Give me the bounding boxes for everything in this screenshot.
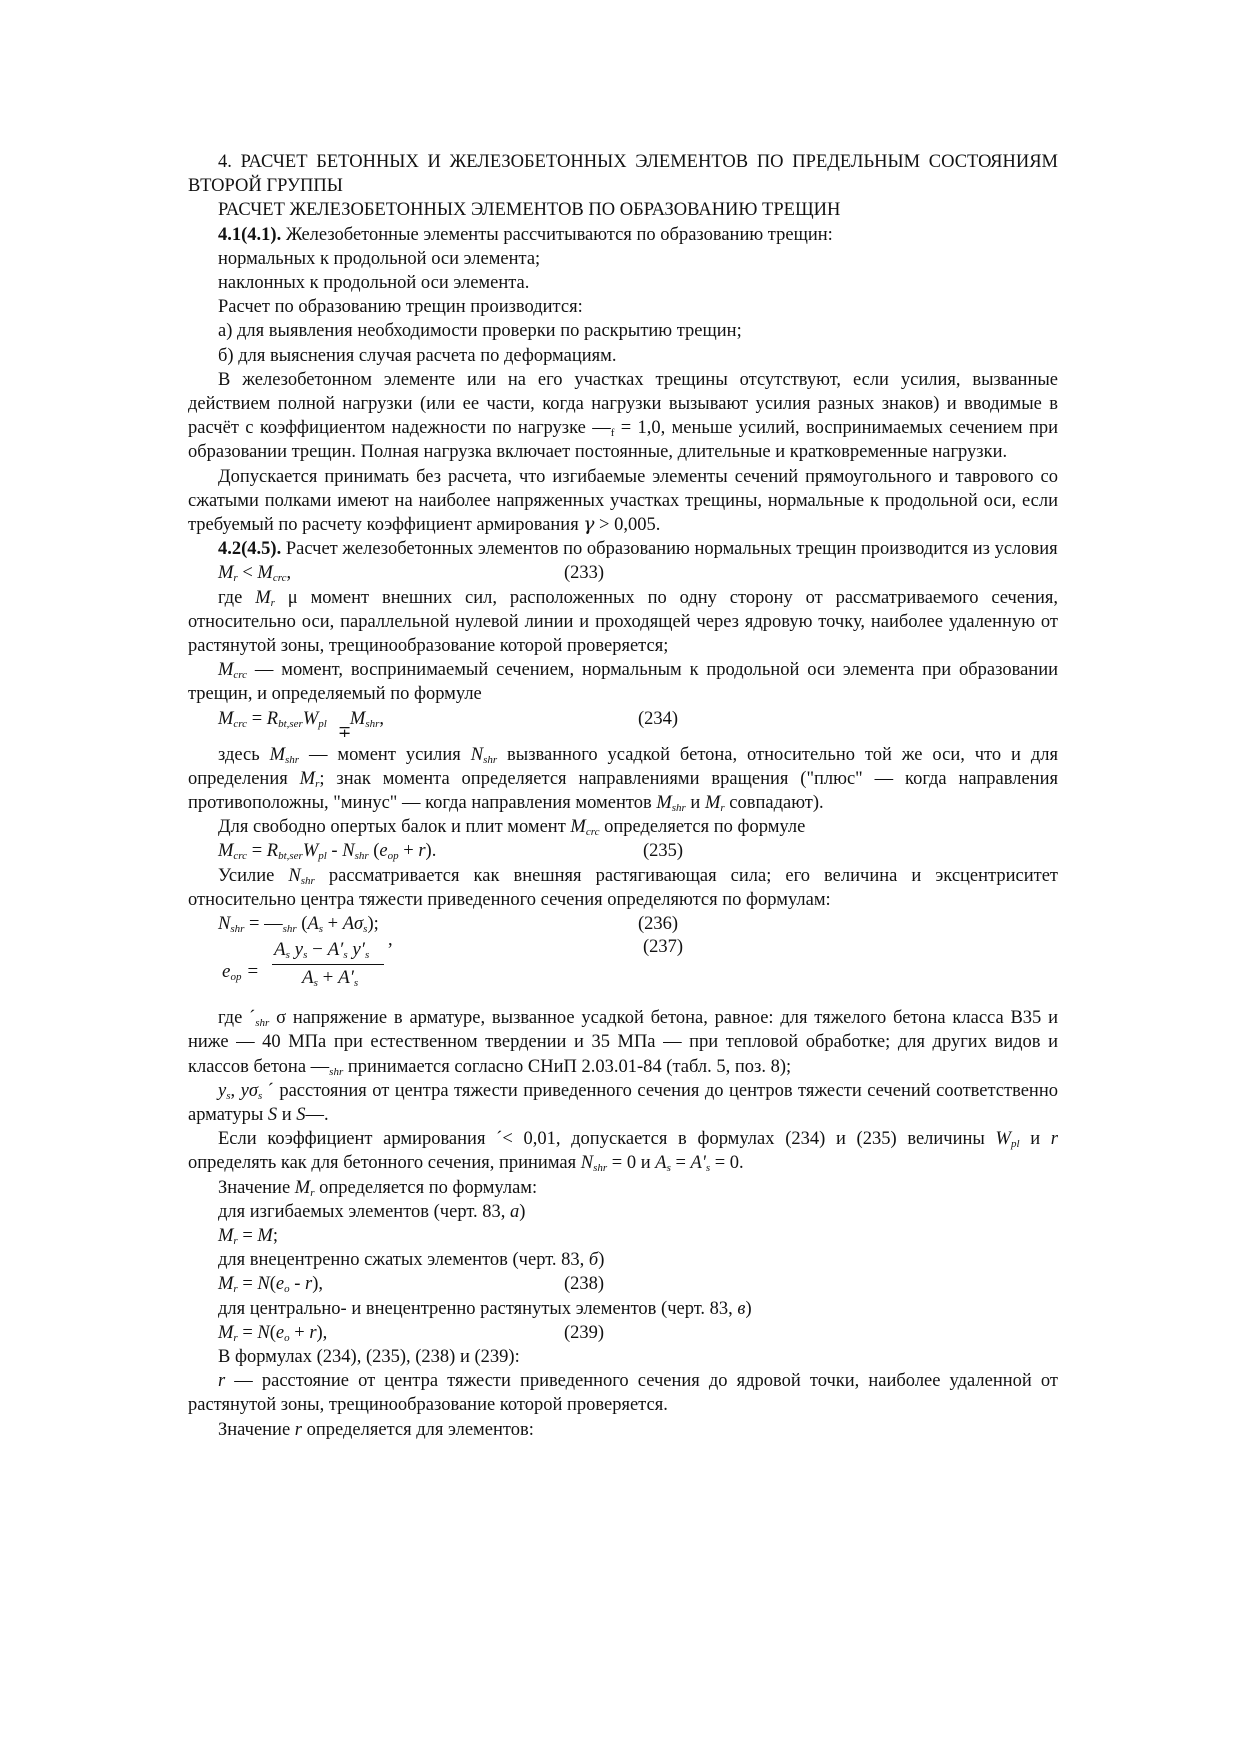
equation-number: (236) xyxy=(638,914,679,935)
list-item: а) для выявления необходимости проверки по раскрытию трещин; xyxy=(218,321,742,342)
minus-plus-sign: ∓ xyxy=(338,723,352,741)
equation-number: (233) xyxy=(564,563,605,584)
paragraph: для центрально- и внецентренно растянутых элементов (черт. 83, в) xyxy=(218,1298,752,1319)
paragraph: Усилие $N_{shr}$ рассматривается как внешняя растягивающая сила; его величина и эксцентриситет относительно центра тяжести приведенного сечения определяются по формулам: xyxy=(188,865,1058,910)
paragraph: для внецентренно сжатых элементов (черт. 83, б) xyxy=(218,1250,605,1271)
paragraph: $y_s$, $y\sigma_s$ ´ расстояния от центра тяжести приведенного сечения до центров тяжести сечений соответственно арматуры S и S—. xyxy=(188,1080,1058,1126)
clause-number: 4.2(4.5). xyxy=(218,539,282,560)
equation-234: $M_{crc} = R_{bt,ser}W_{pl}$ ∓ $M_{shr}$, (234) xyxy=(188,707,1058,743)
paragraph: где $´_{shr}$ σ напряжение в арматуре, вызванное усадкой бетона, равное: для тяжелого бетона класса В35 и ниже — 40 МПа при естественном твердении и 35 МПа — при тепловой обработке; для других видов и классов бетона $—_{shr}$ принимается согласно СНиП 2.03.01-84 (табл. 5, поз. 8); xyxy=(188,1008,1058,1078)
paragraph: В формулах (234), (235), (238) и (239): xyxy=(218,1347,520,1368)
paragraph: Если коэффициент армирования ´< 0,01, допускается в формулах (234) и (235) величины $W_{pl}$ и r определять как для бетонного сечения, принимая $N_{shr} = 0$ и $A_s = A'_s = 0$. xyxy=(188,1129,1058,1175)
clause-number: 4.1(4.1). xyxy=(218,224,282,245)
equation-235: $M_{crc} = R_{bt,ser}W_{pl} - N_{shr}$ $(e_{op} + r)$. (235) xyxy=(218,841,684,863)
fraction-numerator: $A_s$ $y_s - A'_s$ $y'_s$ xyxy=(274,939,370,962)
fraction-denominator: $A_s + A'_s$ xyxy=(302,967,359,990)
subsection-heading: РАСЧЕТ ЖЕЛЕЗОБЕТОННЫХ ЭЛЕМЕНТОВ ПО ОБРАЗОВАНИЮ ТРЕЩИН xyxy=(218,200,841,221)
clause-4-2-intro: 4.2(4.5). Расчет железобетонных элементов по образованию нормальных трещин производится из условия xyxy=(218,539,1058,560)
paragraph: Расчет по образованию трещин производится: xyxy=(218,297,583,318)
equation-number: (238) xyxy=(564,1274,605,1295)
paragraph: r — расстояние от центра тяжести приведенного сечения до ядровой точки, наиболее удаленной от растянутой зоны, трещинообразование которой проверяется. xyxy=(188,1371,1058,1416)
list-item: наклонных к продольной оси элемента. xyxy=(218,273,530,294)
equation-239: $M_r = N(e_o + r)$, (239) xyxy=(218,1322,605,1344)
section-heading: 4. РАСЧЕТ БЕТОННЫХ И ЖЕЛЕЗОБЕТОННЫХ ЭЛЕМЕНТОВ ПО ПРЕДЕЛЬНЫМ СОСТОЯНИЯМ ВТОРОЙ ГРУППЫ xyxy=(188,152,1058,197)
equation-237: $e_{op}$ = $A_s$ $y_s - A'_s$ $y'_s$ $A_s + A'_s$ , (237) xyxy=(222,930,684,990)
equation-238: $M_r = N(e_o - r)$, (238) xyxy=(218,1274,605,1296)
paragraph: В железобетонном элементе или на его участках трещины отсутствуют, если усилия, вызванные действием полной нагрузки (или ее части, когда нагрузки вызывают усилия разных знаков) и вводимые в расчёт с коэффициентом надежности по нагрузке $—_f = 1,0$, меньше усилий, воспринимаемых сечением при образовании трещин. Полная нагрузка включает постоянные, длительные и кратковременные нагрузки. xyxy=(188,369,1058,463)
list-item: нормальных к продольной оси элемента; xyxy=(218,248,541,269)
fraction-bar xyxy=(272,964,384,965)
paragraph: для изгибаемых элементов (черт. 83, а) xyxy=(218,1201,526,1222)
paragraph: Значение $M_r$ определяется по формулам: xyxy=(218,1177,538,1199)
paragraph: здесь $M_{shr}$ — момент усилия $N_{shr}$ вызванного усадкой бетона, относительно той же оси, что и для определения $M_r$; знак момента определяется направлениями вращения ("плюс" — когда направления противоположны, "минус" — когда направления моментов $M_{shr}$ и $M_r$ совпадают). xyxy=(188,744,1059,815)
paragraph: Допускается принимать без расчета, что изгибаемые элементы сечений прямоугольного и таврового со сжатыми полками имеют на наиболее напряженных участках трещины, нормальные к продольной оси, если требуемый по расчету коэффициент армирования γ > 0,005. xyxy=(188,466,1058,536)
equation-233: $M_r < M_{crc}$, (233) xyxy=(218,563,605,585)
equation-number: (237) xyxy=(643,937,684,958)
equation-number: (235) xyxy=(643,841,684,862)
equation-number: (234) xyxy=(638,708,679,729)
paragraph: Для свободно опертых балок и плит момент $M_{crc}$ определяется по формуле xyxy=(218,817,806,839)
paragraph: Значение r определяется для элементов: xyxy=(218,1419,534,1440)
equation-number: (239) xyxy=(564,1322,605,1343)
document-page xyxy=(188,150,1058,1442)
list-item: б) для выяснения случая расчета по деформациям. xyxy=(218,345,617,366)
paragraph: где $M_r$ μ момент внешних сил, расположенных по одну сторону от рассматриваемого сечения, относительно оси, параллельной нулевой линии и проходящей через ядровую точку, наиболее удаленную от растянутой зоны, трещинообразование которой проверяется; xyxy=(188,587,1059,657)
paragraph: $M_{crc}$ — момент, воспринимаемый сечением, нормальным к продольной оси элемента при образовании трещин, и определяемый по формуле xyxy=(188,660,1058,705)
clause-4-1-intro: 4.1(4.1). Железобетонные элементы рассчитываются по образованию трещин: xyxy=(218,224,833,245)
equation-bending: $M_r = M$; xyxy=(218,1226,278,1248)
equation-236: $N_{shr}$ = $—_{shr}$ $(A_s + A\sigma_s)$; (236) xyxy=(218,914,679,936)
